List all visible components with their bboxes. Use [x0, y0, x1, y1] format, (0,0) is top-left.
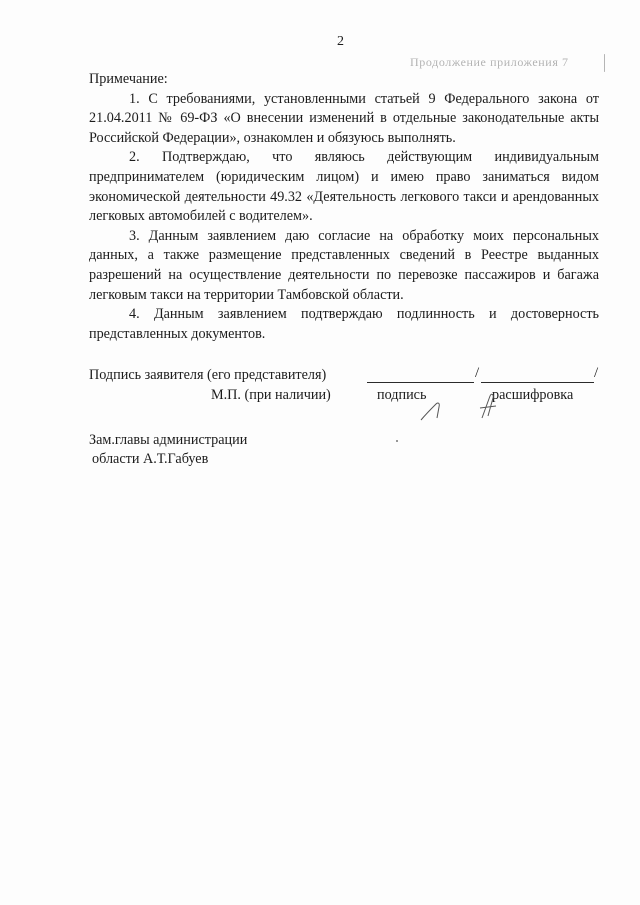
scan-mark	[604, 54, 605, 72]
note-item-1: 1. С требованиями, установленными статьей 9 Федерального закона от 21.04.2011 № 69-ФЗ «О внесении изменений в отдельные законодательные акты Российской Федерации», ознакомлен и обязуюсь выполнять.	[89, 90, 599, 146]
scan-speck	[396, 440, 398, 442]
applicant-signature-label: Подпись заявителя (его представителя)	[89, 367, 327, 383]
signature-caption: подпись	[377, 387, 427, 403]
decoding-caption: расшифровка	[492, 387, 574, 403]
note-item-4: 4. Данным заявлением подтверждаю подлинность и достоверность представленных документов.	[89, 306, 599, 342]
handwritten-mark-icon	[418, 398, 448, 424]
official-name: области А.Т.Габуев	[92, 451, 209, 467]
signature-separator: /	[475, 365, 480, 381]
decoding-line-end: /	[594, 365, 599, 381]
handwritten-mark-icon	[476, 390, 504, 422]
note-item-3: 3. Данным заявлением даю согласие на обработку моих персональных данных, а также размещение представленных сведений в Реестре выданных разрешений на осуществление деятельности по перевозке пассажиров и багажа легковым такси на территории Тамбовской области.	[89, 227, 599, 303]
note-item-2: 2. Подтверждаю, что являюсь действующим индивидуальным предпринимателем (юридическим лицом) и имею право заниматься видом экономической деятельности 49.32 «Деятельность легкового такси и арендованных легковых автомобилей с водителем».	[89, 149, 599, 225]
decoding-line	[481, 382, 594, 383]
signature-line	[367, 382, 474, 383]
note-heading: Примечание:	[89, 71, 168, 87]
header-stamp: Продолжение приложения 7	[410, 55, 569, 69]
official-position: Зам.главы администрации	[89, 432, 248, 448]
page-number: 2	[337, 34, 344, 49]
stamp-label: М.П. (при наличии)	[211, 387, 331, 403]
note-section	[89, 70, 599, 344]
